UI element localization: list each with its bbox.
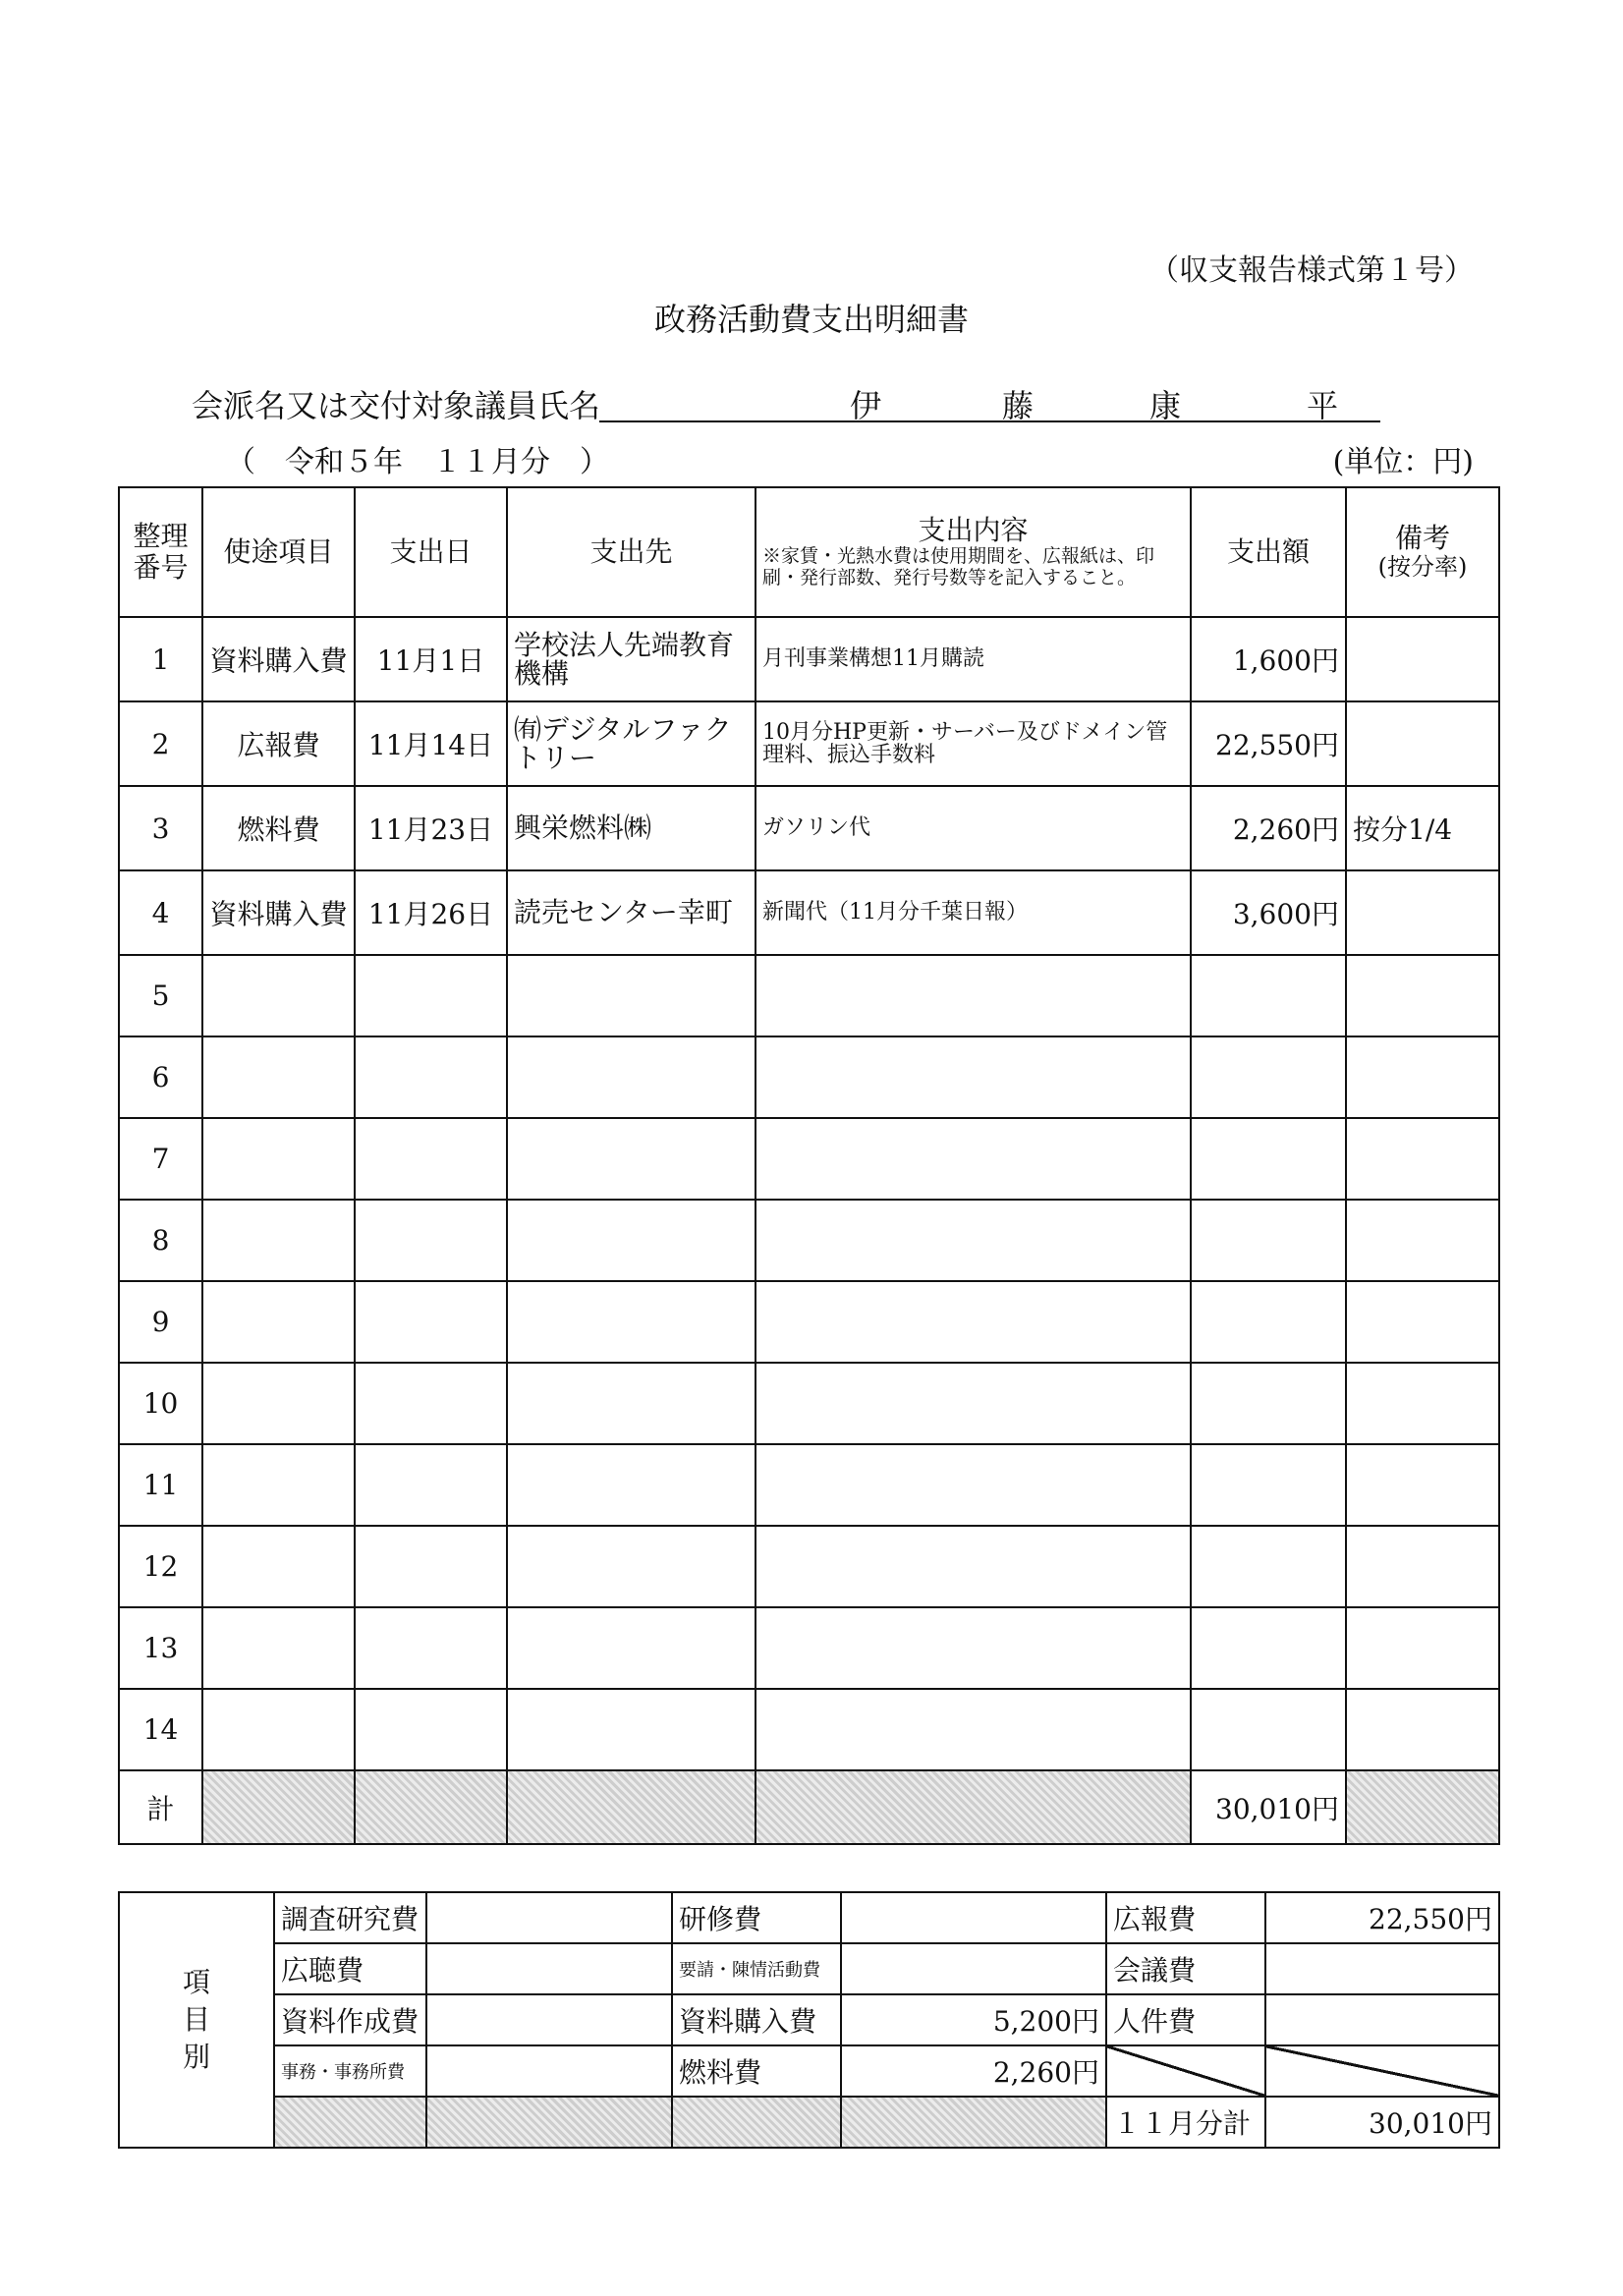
row-date (355, 1200, 507, 1281)
row-payee (507, 1200, 756, 1281)
row-remarks (1346, 1118, 1499, 1200)
row-payee (507, 1689, 756, 1770)
row-amount: 1,600円 (1191, 617, 1346, 701)
row-number: 14 (119, 1689, 202, 1770)
row-remarks (1346, 617, 1499, 701)
value-pr: 22,550円 (1265, 1892, 1499, 1943)
row-date (355, 1526, 507, 1607)
row-payee: 読売センター幸町 (507, 870, 756, 955)
header-category: 使途項目 (202, 487, 355, 617)
row-number: 3 (119, 786, 202, 870)
row-date (355, 1118, 507, 1200)
header-payee: 支出先 (507, 487, 756, 617)
row-payee (507, 1526, 756, 1607)
row-amount: 3,600円 (1191, 870, 1346, 955)
row-amount (1191, 1281, 1346, 1363)
row-payee (507, 1036, 756, 1118)
value-materials-purchase: 5,200円 (841, 1994, 1106, 2045)
row-content (756, 1444, 1191, 1526)
document-title: 政務活動費支出明細書 (653, 301, 969, 338)
row-number: 4 (119, 870, 202, 955)
value-research (426, 1892, 672, 1943)
label-personnel: 人件費 (1106, 1994, 1265, 2045)
row-payee: 学校法人先端教育機構 (507, 617, 756, 701)
row-remarks (1346, 1526, 1499, 1607)
table-row (119, 1281, 1499, 1363)
row-category (202, 1526, 355, 1607)
category-summary-table (118, 1891, 1500, 2149)
row-number: 1 (119, 617, 202, 701)
row-payee (507, 1363, 756, 1444)
row-category (202, 1607, 355, 1689)
value-materials-prep (426, 1994, 672, 2045)
row-content (756, 1118, 1191, 1200)
row-content: 月刊事業構想11月購読 (756, 617, 1191, 701)
shaded-cell (202, 1770, 355, 1844)
label-petition: 要請・陳情活動費 (672, 1943, 841, 1994)
row-number: 6 (119, 1036, 202, 1118)
row-remarks (1346, 1689, 1499, 1770)
header-date: 支出日 (355, 487, 507, 617)
row-amount (1191, 955, 1346, 1036)
row-amount (1191, 1444, 1346, 1526)
row-number: 7 (119, 1118, 202, 1200)
member-name-char: 康 (1149, 387, 1182, 424)
row-date (355, 1036, 507, 1118)
label-research: 調査研究費 (274, 1892, 426, 1943)
value-training (841, 1892, 1106, 1943)
row-date (355, 1689, 507, 1770)
row-amount (1191, 1689, 1346, 1770)
row-number: 12 (119, 1526, 202, 1607)
value-meeting (1265, 1943, 1499, 1994)
row-category (202, 1444, 355, 1526)
table-row (119, 955, 1499, 1036)
row-date (355, 1607, 507, 1689)
shaded-cell (507, 1770, 756, 1844)
row-number: 8 (119, 1200, 202, 1281)
row-content (756, 955, 1191, 1036)
shaded-cell (426, 2097, 672, 2148)
row-content (756, 1607, 1191, 1689)
row-number: 5 (119, 955, 202, 1036)
header-content-note: ※家賃・光熱水費は使用期間を、広報紙は、印刷・発行部数、発行号数等を記入すること。 (762, 545, 1155, 589)
row-date: 11月26日 (355, 870, 507, 955)
shaded-cell (274, 2097, 426, 2148)
row-amount (1191, 1200, 1346, 1281)
shaded-cell (672, 2097, 841, 2148)
row-category (202, 1118, 355, 1200)
member-name-char: 藤 (1002, 387, 1035, 424)
label-month-total: １１月分計 (1106, 2097, 1265, 2148)
shaded-cell (1346, 1770, 1499, 1844)
row-amount: 2,260円 (1191, 786, 1346, 870)
header-number: 整理番号 (119, 487, 202, 617)
row-content (756, 1526, 1191, 1607)
table-row (119, 1118, 1499, 1200)
total-row (119, 1770, 1499, 1844)
row-category (202, 1200, 355, 1281)
row-remarks (1346, 1444, 1499, 1526)
value-personnel (1265, 1994, 1499, 2045)
table-row (119, 1689, 1499, 1770)
header-remarks: 備考 (按分率) (1346, 487, 1499, 617)
row-amount (1191, 1363, 1346, 1444)
category-header: 項目別 (119, 1892, 274, 2148)
row-remarks (1346, 1036, 1499, 1118)
row-amount (1191, 1118, 1346, 1200)
form-number: （収支報告様式第１号） (1149, 253, 1474, 288)
row-category (202, 955, 355, 1036)
member-name-char: 平 (1307, 387, 1339, 424)
table-header-row (119, 487, 1499, 617)
row-remarks (1346, 1607, 1499, 1689)
row-content (756, 1281, 1191, 1363)
value-hearing (426, 1943, 672, 1994)
row-payee: ㈲デジタルファクトリー (507, 701, 756, 786)
row-date (355, 1444, 507, 1526)
row-date (355, 1281, 507, 1363)
table-row (119, 786, 1499, 870)
row-content: 10月分HP更新・サーバー及びドメイン管理料、振込手数料 (756, 701, 1191, 786)
row-payee (507, 1444, 756, 1526)
row-category (202, 1689, 355, 1770)
label-hearing: 広聴費 (274, 1943, 426, 1994)
row-content (756, 1200, 1191, 1281)
row-remarks: 按分1/4 (1346, 786, 1499, 870)
row-date: 11月23日 (355, 786, 507, 870)
header-content: 支出内容 ※家賃・光熱水費は使用期間を、広報紙は、印刷・発行部数、発行号数等を記入すること。 (756, 487, 1191, 617)
table-row (119, 870, 1499, 955)
member-label: 会派名又は交付対象議員氏名 (192, 387, 601, 424)
row-number: 2 (119, 701, 202, 786)
row-remarks (1346, 1281, 1499, 1363)
row-payee: 興栄燃料㈱ (507, 786, 756, 870)
diagonal-cell (1106, 2045, 1265, 2097)
total-label: 計 (119, 1770, 202, 1844)
row-payee (507, 1118, 756, 1200)
row-remarks (1346, 1363, 1499, 1444)
row-remarks (1346, 1200, 1499, 1281)
value-month-total: 30,010円 (1265, 2097, 1499, 2148)
label-meeting: 会議費 (1106, 1943, 1265, 1994)
row-category: 燃料費 (202, 786, 355, 870)
value-petition (841, 1943, 1106, 1994)
diagonal-cell (1265, 2045, 1499, 2097)
label-office: 事務・事務所費 (274, 2045, 426, 2097)
row-date: 11月1日 (355, 617, 507, 701)
table-row (119, 617, 1499, 701)
shaded-cell (756, 1770, 1191, 1844)
member-name-row (192, 381, 1339, 426)
row-number: 11 (119, 1444, 202, 1526)
row-category (202, 1281, 355, 1363)
row-amount (1191, 1607, 1346, 1689)
label-materials-purchase: 資料購入費 (672, 1994, 841, 2045)
row-category: 資料購入費 (202, 617, 355, 701)
row-number: 9 (119, 1281, 202, 1363)
row-content (756, 1036, 1191, 1118)
row-amount (1191, 1526, 1346, 1607)
row-content (756, 1689, 1191, 1770)
row-number: 10 (119, 1363, 202, 1444)
table-row (119, 1526, 1499, 1607)
total-amount: 30,010円 (1191, 1770, 1346, 1844)
member-name-underline (599, 381, 1380, 422)
row-content: ガソリン代 (756, 786, 1191, 870)
row-date: 11月14日 (355, 701, 507, 786)
table-row (119, 1607, 1499, 1689)
table-row (119, 701, 1499, 786)
row-category (202, 1363, 355, 1444)
label-pr: 広報費 (1106, 1892, 1265, 1943)
row-payee (507, 1607, 756, 1689)
value-office (426, 2045, 672, 2097)
row-category: 広報費 (202, 701, 355, 786)
shaded-cell (841, 2097, 1106, 2148)
unit-label: (単位：円) (1332, 445, 1474, 479)
row-remarks (1346, 870, 1499, 955)
table-row (119, 1200, 1499, 1281)
row-remarks (1346, 955, 1499, 1036)
row-payee (507, 955, 756, 1036)
label-training: 研修費 (672, 1892, 841, 1943)
row-amount (1191, 1036, 1346, 1118)
row-payee (507, 1281, 756, 1363)
row-content (756, 1363, 1191, 1444)
header-amount: 支出額 (1191, 487, 1346, 617)
label-fuel: 燃料費 (672, 2045, 841, 2097)
row-remarks (1346, 701, 1499, 786)
shaded-cell (355, 1770, 507, 1844)
table-row (119, 1363, 1499, 1444)
row-date (355, 955, 507, 1036)
row-category: 資料購入費 (202, 870, 355, 955)
table-row (119, 1444, 1499, 1526)
row-number: 13 (119, 1607, 202, 1689)
row-date (355, 1363, 507, 1444)
label-materials-prep: 資料作成費 (274, 1994, 426, 2045)
row-content: 新聞代（11月分千葉日報） (756, 870, 1191, 955)
expense-table (118, 486, 1500, 1845)
member-name-char: 伊 (850, 387, 882, 424)
row-amount: 22,550円 (1191, 701, 1346, 786)
value-fuel: 2,260円 (841, 2045, 1106, 2097)
table-row (119, 1036, 1499, 1118)
report-period: （ 令和５年 １１月分 ） (226, 445, 609, 479)
row-category (202, 1036, 355, 1118)
